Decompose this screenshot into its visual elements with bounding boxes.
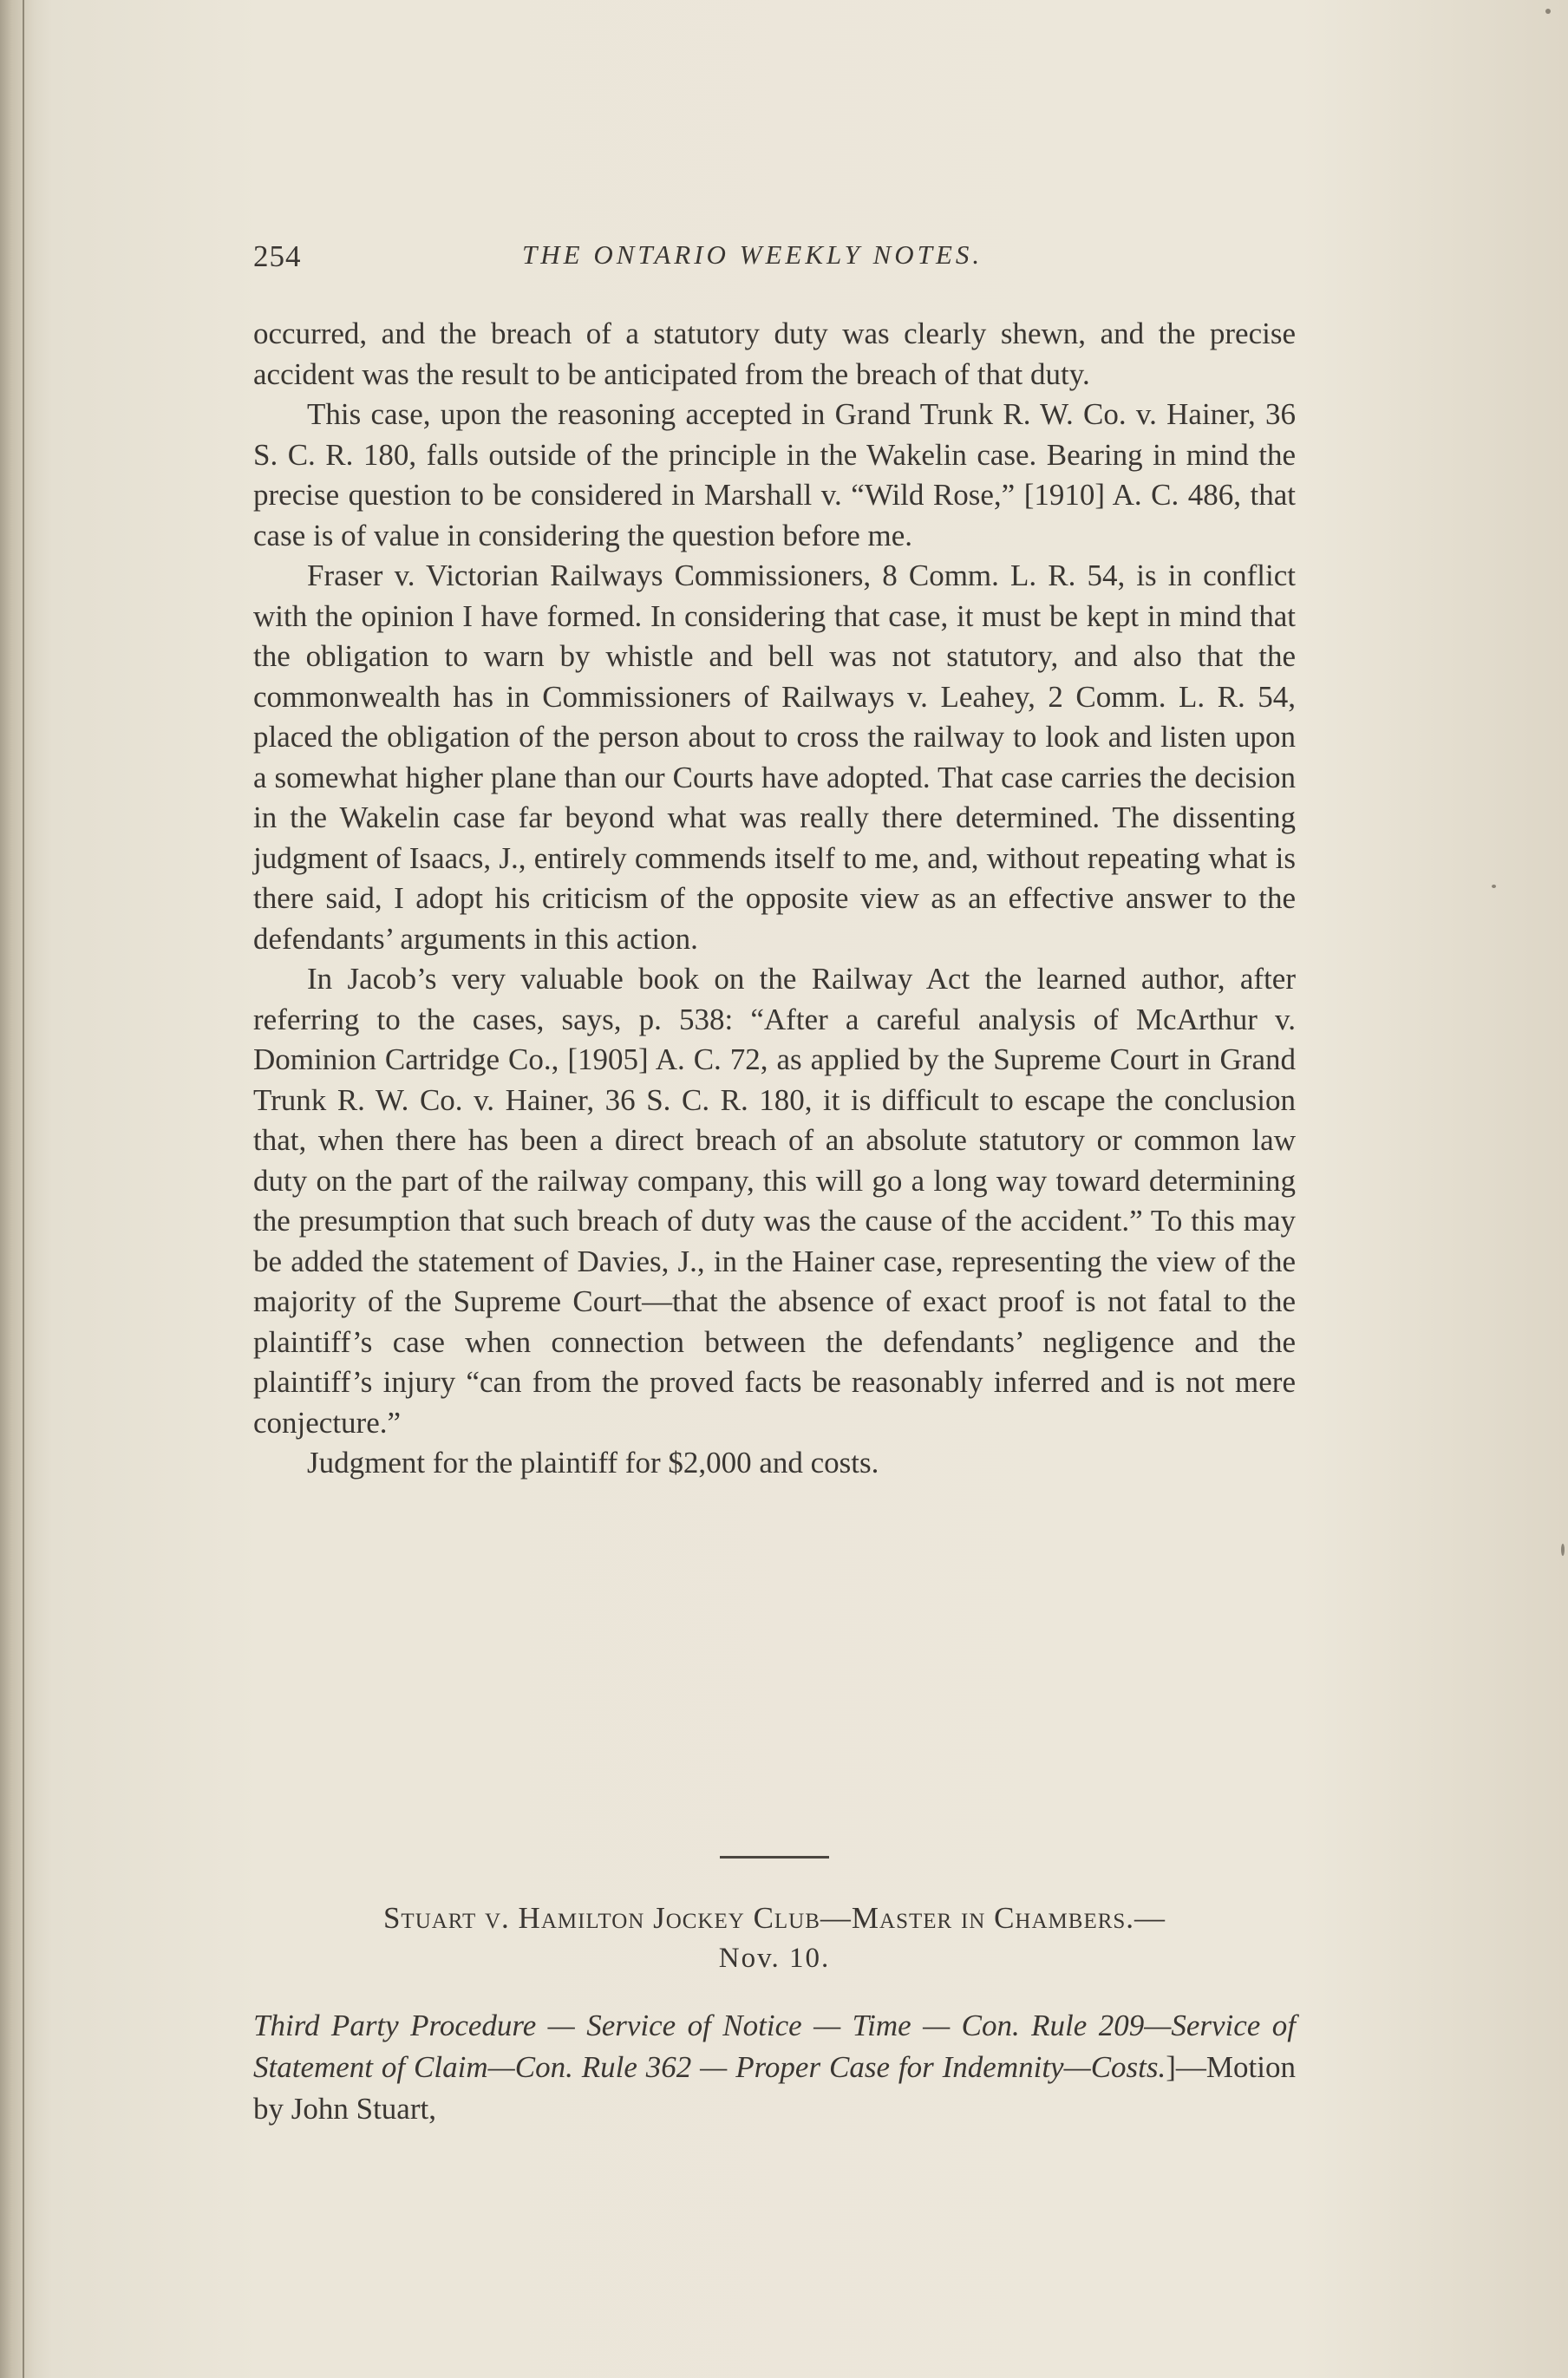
section-divider [720,1856,829,1859]
paper-speck [1545,9,1551,14]
headnote-keywords: Third Party Procedure — Service of Notice — Time — Con. Rule 209—Service of Statement of Claim—Con. Rule 362 — Proper Case for Indemnity—Costs. [253,2009,1296,2084]
headnote-text: ]—Motion by John Stuart, [253,2050,1296,2126]
paragraph: occurred, and the breach of a statutory duty was clearly shewn, and the precise accident was the result to be anticipated from the breach of that duty. [253,317,1296,391]
paragraph: In Jacob’s very valuable book on the Railway Act the learned author, after referring to the cases, says, p. 538: “After a careful analysis of McArthur v. Dominion Cartridge Co., [1905] A. C. 72, as applied by the Supreme Court in Grand Trunk R. W. Co. v. Hainer, 36 S. C. R. 180, it is difficult to escape the conclusion that, when there has been a direct breach of an absolute statutory or common law duty on the part of the railway company, this will go a long way toward determining the presumption that such breach of duty was the cause of the accident.” To this may be added the statement of Davies, J., in the Hainer case, representing the view of the majority of the Supreme Court—that the absence of exact proof is not fatal to the plaintiff’s case when connection between the defendants’ negligence and the plaintiff’s injury “can from the proved facts be reasonably inferred and is not mere conjecture.” [253,962,1296,1440]
gutter-edge [23,0,24,2378]
paper-speck [1561,1544,1565,1556]
case-title: Stuart v. Hamilton Jockey Club—Master in Chambers.— [382,1901,1166,1935]
paragraph: This case, upon the reasoning accepted in Grand Trunk R. W. Co. v. Hainer, 36 S. C. R. 180, falls outside of the principle in the Wakelin case. Bearing in mind the precise question to be considered in Marshall v. “Wild Rose,” [1910] A. C. 486, that case is of value in considering the question before me. [253,397,1296,552]
paper-speck [1492,885,1496,888]
page-header [253,232,1303,284]
page-number: 254 [253,239,302,273]
book-gutter [0,0,35,2378]
running-head: THE ONTARIO WEEKLY NOTES. [522,239,983,270]
paragraph-judgment: Judgment for the plaintiff for $2,000 and costs. [307,1446,879,1480]
headnote [253,2005,1296,2130]
case-date: Nov. 10. [718,1943,831,1974]
body-text [253,314,1296,1484]
paragraph: Fraser v. Victorian Railways Commissioners, 8 Comm. L. R. 54, is in conflict with the opinion I have formed. In considering that case, it must be kept in mind that the obligation to warn by whistle and bell was not statutory, and also that the commonwealth has in Commissioners of Railways v. Leahey, 2 Comm. L. R. 54, placed the obligation of the person about to cross the railway to look and listen upon a somewhat higher plane than our Courts have adopted. That case carries the decision in the Wakelin case far beyond what was really there determined. The dissenting judgment of Isaacs, J., entirely commends itself to me, and, without repeating what is there said, I adopt his criticism of the opposite view as an effective answer to the defendants’ arguments in this action. [253,559,1296,956]
